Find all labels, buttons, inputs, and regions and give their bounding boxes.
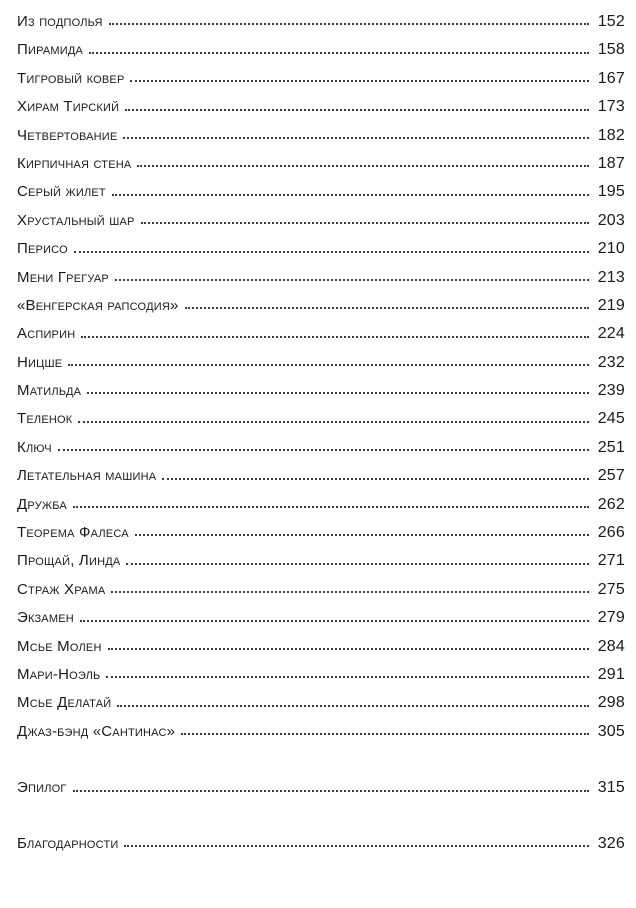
toc-entry-title: Ницше (17, 353, 63, 371)
toc-entry-page: 298 (597, 694, 625, 712)
dot-leader (108, 647, 589, 650)
toc-entry-title: Ключ (17, 438, 52, 456)
toc-entry-title: Четвертование (17, 126, 118, 144)
toc-entry-title: Из подполья (17, 13, 103, 30)
toc-entry-title: Тигровый ковер (17, 69, 125, 87)
dot-leader (87, 391, 589, 394)
toc-entry-acknowledgements[interactable] (17, 830, 625, 858)
toc-entry[interactable] (17, 292, 625, 320)
toc-entry-page: 210 (597, 240, 625, 258)
toc-entry[interactable] (17, 718, 625, 746)
toc-entry[interactable] (17, 462, 625, 490)
toc-entry-title: Серый жилет (17, 183, 106, 201)
toc-entry[interactable] (17, 65, 625, 93)
toc-entry-title: Экзамен (17, 609, 74, 627)
toc-entry[interactable] (17, 633, 625, 661)
toc-entry-page: 251 (597, 438, 625, 456)
dot-leader (185, 306, 589, 309)
toc-entry-title: Теорема Фалеса (17, 524, 129, 542)
toc-entry-page: 167 (597, 69, 625, 87)
toc-entry[interactable] (17, 491, 625, 519)
toc-entry[interactable] (17, 604, 625, 632)
dot-leader (112, 193, 589, 196)
toc-entry-page: 187 (597, 154, 625, 172)
toc-entry[interactable] (17, 689, 625, 717)
toc-entry[interactable] (17, 349, 625, 377)
dot-leader (123, 136, 589, 139)
toc-entry-title: Страж Храма (17, 580, 106, 598)
toc-entry-title: Кирпичная стена (17, 154, 132, 172)
toc-entry[interactable] (17, 150, 625, 178)
toc-entry-page: 326 (597, 834, 625, 852)
toc-entry-page: 275 (597, 580, 625, 598)
toc-entry-page: 173 (597, 98, 625, 116)
dot-leader (106, 675, 589, 678)
dot-leader (73, 789, 589, 792)
toc-entry-page: 182 (597, 126, 625, 144)
toc-entry-page: 158 (597, 41, 625, 59)
toc-entry-page: 266 (597, 524, 625, 542)
table-of-contents (17, 8, 625, 858)
section-gap (17, 803, 625, 830)
dot-leader (68, 363, 589, 366)
toc-entry-title: Хрустальный шар (17, 211, 135, 229)
toc-entry[interactable] (17, 8, 625, 36)
toc-entry[interactable] (17, 93, 625, 121)
dot-leader (58, 448, 589, 451)
toc-entry-title: Пирамида (17, 41, 84, 59)
toc-entry-page: 262 (597, 495, 625, 513)
toc-entry[interactable] (17, 207, 625, 235)
dot-leader (115, 278, 589, 281)
toc-entry[interactable] (17, 661, 625, 689)
dot-leader (111, 590, 589, 593)
toc-entry-page: 232 (597, 353, 625, 371)
toc-entry-page: 203 (597, 211, 625, 229)
toc-entry-page: 224 (597, 325, 625, 343)
dot-leader (162, 477, 589, 480)
toc-entry-title: Мсье Делатай (17, 694, 112, 712)
toc-entry-title: Благодарности (17, 834, 119, 852)
toc-entry-title: Джаз-бэнд «Сантинас» (17, 722, 176, 740)
toc-entry[interactable] (17, 264, 625, 292)
dot-leader (89, 51, 589, 54)
toc-entry-page: 239 (597, 382, 625, 400)
toc-entry[interactable] (17, 122, 625, 150)
toc-entry-title: Хирам Тирский (17, 98, 120, 116)
toc-entry-title: Матильда (17, 382, 82, 400)
toc-entry[interactable] (17, 405, 625, 433)
toc-entry[interactable] (17, 320, 625, 348)
toc-entry-title: Теленок (17, 410, 73, 428)
toc-entry-title: Прощай, Линда (17, 552, 121, 570)
toc-entry-title: Летательная машина (17, 467, 157, 485)
toc-entry-title: Аспирин (17, 325, 76, 343)
toc-entry-page: 152 (597, 13, 625, 30)
dot-leader (137, 164, 589, 167)
toc-entry-page: 245 (597, 410, 625, 428)
toc-entry-title: Мени Грегуар (17, 268, 109, 286)
dot-leader (135, 533, 589, 536)
toc-entry[interactable] (17, 235, 625, 263)
dot-leader (125, 108, 589, 111)
dot-leader (141, 221, 589, 224)
dot-leader (130, 79, 589, 82)
toc-entry-page: 284 (597, 637, 625, 655)
toc-entry[interactable] (17, 547, 625, 575)
toc-entry-title: «Венгерская рапсодия» (17, 296, 179, 314)
toc-entry[interactable] (17, 434, 625, 462)
dot-leader (109, 22, 589, 25)
dot-leader (78, 420, 589, 423)
toc-entry-page: 305 (597, 722, 625, 740)
dot-leader (181, 732, 589, 735)
toc-entry-page: 195 (597, 183, 625, 201)
toc-entry-title: Перисо (17, 240, 68, 258)
dot-leader (81, 335, 589, 338)
toc-entry-title: Мари-Ноэль (17, 665, 101, 683)
toc-entry-epilogue[interactable] (17, 774, 625, 802)
dot-leader (126, 562, 589, 565)
dot-leader (124, 844, 589, 847)
toc-entry-title: Мсье Молен (17, 637, 102, 655)
toc-entry-page: 315 (597, 779, 625, 797)
toc-entry-page: 279 (597, 609, 625, 627)
toc-entry[interactable] (17, 36, 625, 64)
toc-entry-page: 271 (597, 552, 625, 570)
toc-main-list (17, 8, 625, 746)
dot-leader (73, 505, 589, 508)
dot-leader (117, 704, 589, 707)
toc-entry[interactable] (17, 178, 625, 206)
toc-entry-title: Эпилог (17, 779, 67, 797)
toc-entry-title: Дружба (17, 495, 67, 513)
toc-entry[interactable] (17, 377, 625, 405)
toc-entry-page: 257 (597, 467, 625, 485)
toc-entry-page: 291 (597, 665, 625, 683)
section-gap (17, 746, 625, 774)
toc-entry-page: 213 (597, 268, 625, 286)
dot-leader (74, 250, 589, 253)
toc-entry[interactable] (17, 519, 625, 547)
dot-leader (80, 619, 589, 622)
toc-entry[interactable] (17, 576, 625, 604)
toc-entry-page: 219 (597, 296, 625, 314)
